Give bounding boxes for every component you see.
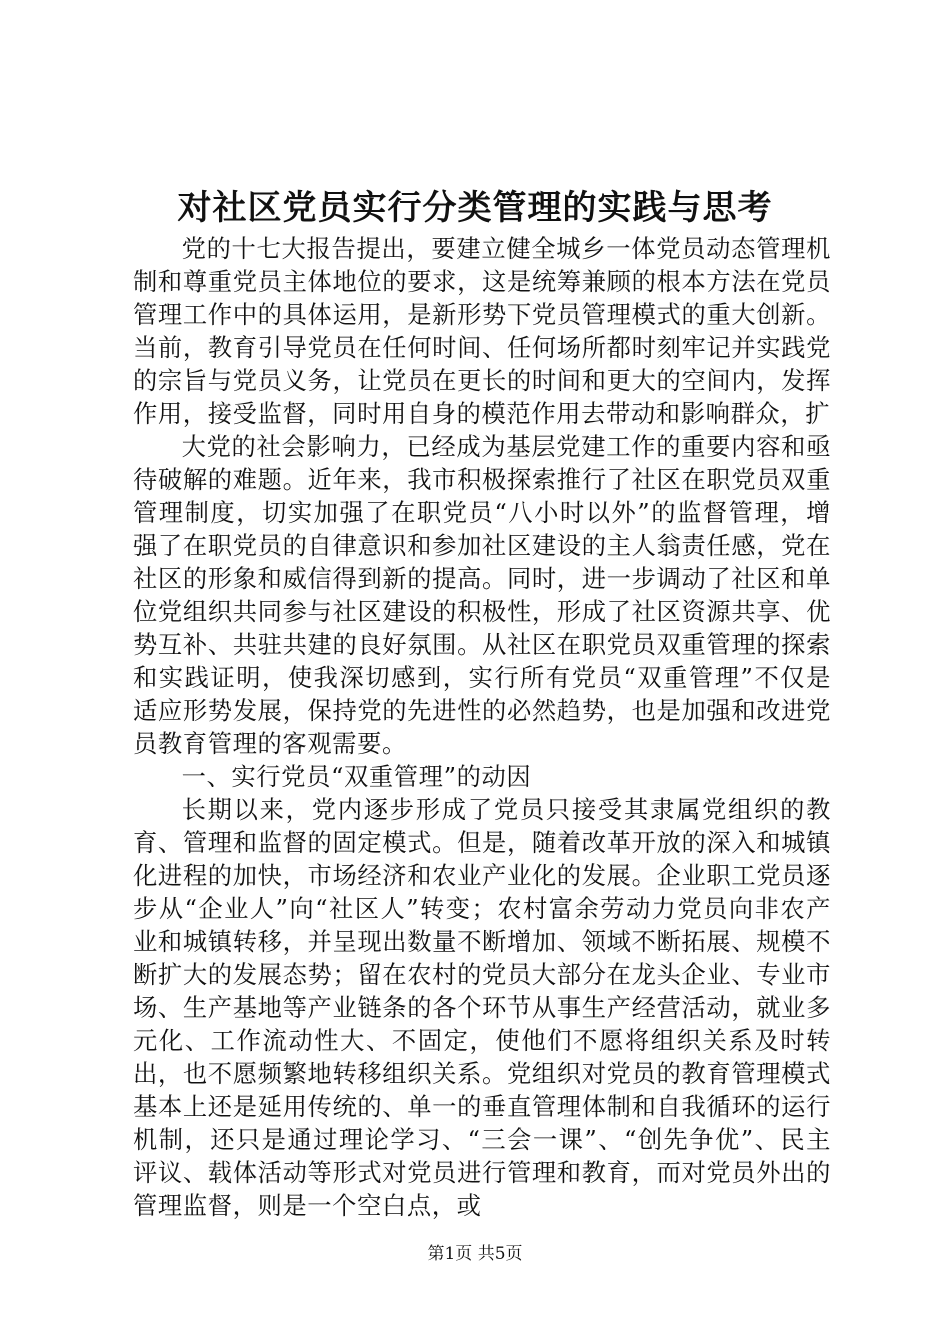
section-heading: 一、实行党员“双重管理”的动因 <box>181 762 532 791</box>
document-body <box>133 232 831 1222</box>
paragraph-section-one: 长期以来，党内逐步形成了党员只接受其隶属党组织的教育、管理和监督的固定模式。但是，随着改革开放的深入和城镇化进程的加快，市场经济和农业产业化的发展。企业职工党员逐步从“企业人”向“社区人”转变；农村富余劳动力党员向非农产业和城镇转移，并呈现出数量不断增加、领域不断拓展、规模不断扩大的发展态势；留在农村的党员大部分在龙头企业、专业市场、生产基地等产业链条的各个环节从事生产经营活动，就业多元化、工作流动性大、不固定，使他们不愿将组织关系及时转出，也不愿频繁地转移组织关系。党组织对党员的教育管理模式基本上还是延用传统的、单一的垂直管理体制和自我循环的运行机制，还只是通过理论学习、“三会一课”、“创先争优”、民主评议、载体活动等形式对党员进行管理和教育，而对党员外出的管理监督，则是一个空白点，或 <box>133 795 831 1220</box>
document-title: 对社区党员实行分类管理的实践与思考 <box>177 188 773 228</box>
paragraph-background: 大党的社会影响力，已经成为基层党建工作的重要内容和亟待破解的难题。近年来，我市积极探索推行了社区在职党员双重管理制度，切实加强了在职党员“八小时以外”的监督管理，增强了在职党员的自律意识和参加社区建设的主人翁责任感，党在社区的形象和威信得到新的提高。同时，进一步调动了社区和单位党组织共同参与社区建设的积极性，形成了社区资源共享、优势互补、共驻共建的良好氛围。从社区在职党员双重管理的探索和实践证明，使我深切感到，实行所有党员“双重管理”不仅是适应形势发展，保持党的先进性的必然趋势，也是加强和改进党员教育管理的客观需要。 <box>133 432 831 758</box>
page-number-footer: 第1页 共5页 <box>427 1244 523 1264</box>
paragraph-intro: 党的十七大报告提出，要建立健全城乡一体党员动态管理机制和尊重党员主体地位的要求，这是统筹兼顾的根本方法在党员管理工作中的具体运用，是新形势下党员管理模式的重大创新。当前，教育引导党员在任何时间、任何场所都时刻牢记并实践党的宗旨与党员义务，让党员在更长的时间和更大的空间内，发挥作用，接受监督，同时用自身的模范作用去带动和影响群众，扩 <box>133 234 831 428</box>
